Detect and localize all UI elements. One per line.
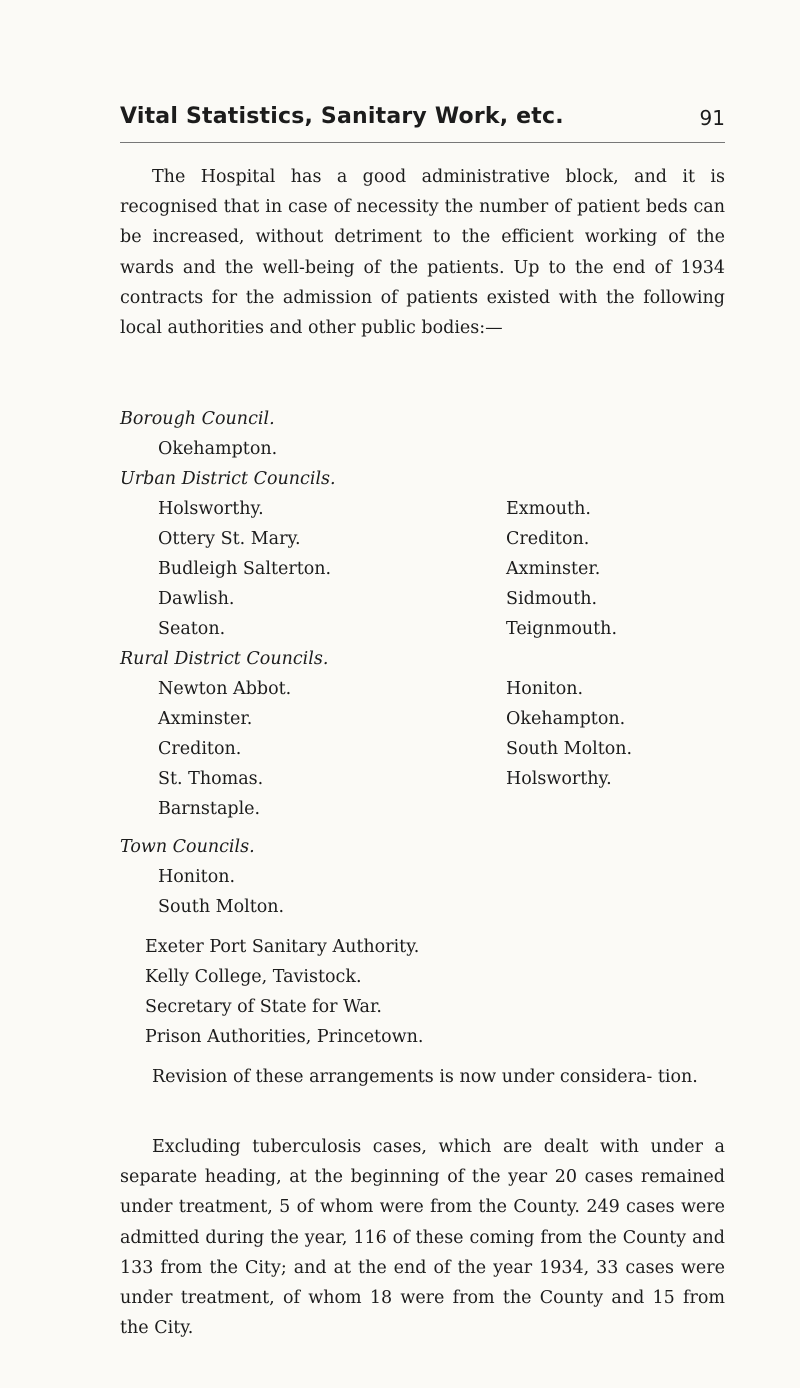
excluding-paragraph-text: Excluding tuberculosis cases, which are dealt with under a separate heading, at the beginning of the year 20 cases remained under treatment, 5 of whom were from the County. 249 cases were admitted during the year, 116 of these coming from the County and 133 from the City; and at the end of the year 1934, 33 cases were under treatment, of whom 18 were from the County and 15 from the City. (120, 1137, 725, 1339)
running-title: Vital Statistics, Sanitary Work, etc. (120, 104, 564, 129)
list-item: Sidmouth. (506, 589, 598, 609)
excluding-paragraph (120, 1132, 725, 1343)
page-header (120, 104, 725, 144)
list-item: Prison Authorities, Princetown. (145, 1027, 424, 1047)
list-item: Barnstaple. (158, 799, 261, 819)
list-item: South Molton. (158, 897, 285, 917)
list-item: St. Thomas. (158, 769, 264, 789)
page-number: 91 (699, 106, 725, 130)
list-item: Exmouth. (506, 499, 591, 519)
list-item: Holsworthy. (506, 769, 612, 789)
borough-heading: Borough Council. (120, 409, 275, 429)
list-item: Crediton. (158, 739, 242, 759)
list-item: Okehampton. (506, 709, 626, 729)
rural-heading: Rural District Councils. (120, 649, 329, 669)
list-item: South Molton. (506, 739, 633, 759)
urban-heading: Urban District Councils. (120, 469, 336, 489)
list-item: Holsworthy. (158, 499, 264, 519)
list-item: Secretary of State for War. (145, 997, 382, 1017)
list-item: Budleigh Salterton. (158, 559, 332, 579)
list-item: Okehampton. (158, 439, 278, 459)
list-item: Teignmouth. (506, 619, 618, 639)
town-heading: Town Councils. (120, 837, 255, 857)
list-item: Exeter Port Sanitary Authority. (145, 937, 420, 957)
intro-paragraph (120, 162, 725, 343)
list-item: Crediton. (506, 529, 590, 549)
list-item: Ottery St. Mary. (158, 529, 301, 549)
list-item: Seaton. (158, 619, 226, 639)
revision-paragraph-text: Revision of these arrangements is now under considera- tion. (152, 1067, 698, 1087)
list-item: Axminster. (158, 709, 253, 729)
list-item: Axminster. (506, 559, 601, 579)
intro-paragraph-text: The Hospital has a good administrative block, and it is recognised that in case of necessity the number of patient beds can be increased, without detriment to the efficient working of the wards and the well-being of the patients. Up to the end of 1934 contracts for the admission of patients existed with the following local authorities and other public bodies:— (120, 167, 725, 339)
list-item: Dawlish. (158, 589, 235, 609)
revision-paragraph (120, 1062, 725, 1092)
list-item: Honiton. (158, 867, 236, 887)
list-item: Honiton. (506, 679, 584, 699)
list-item: Kelly College, Tavistock. (145, 967, 362, 987)
list-item: Newton Abbot. (158, 679, 292, 699)
header-rule (120, 142, 725, 143)
